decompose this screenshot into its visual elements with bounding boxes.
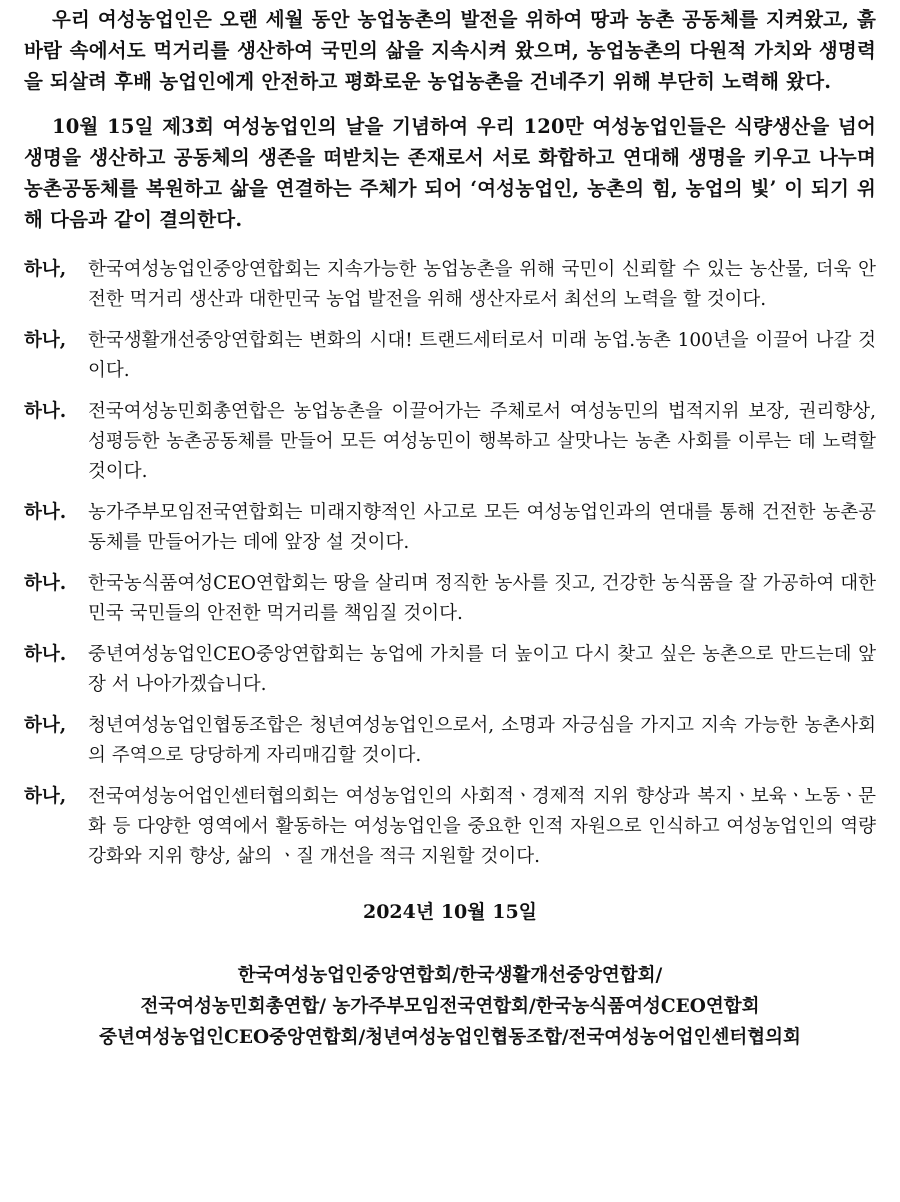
- resolution-prefix: 하나.: [24, 644, 67, 665]
- organization-line: 전국여성농민회총연합/ 농가주부모임전국연합회/한국농식품여성CEO연합회: [140, 996, 760, 1017]
- resolution-text: 청년여성농업인협동조합은 청년여성농업인으로서, 소명과 자긍심을 가지고 지속 가능한 농촌사회의 주역으로 당당하게 자리매김할 것이다.: [88, 715, 876, 766]
- intro-paragraph-1: 우리 여성농업인은 오랜 세월 동안 농업농촌의 발전을 위하여 땅과 농촌 공동체를 지켜왔고, 흙바람 속에서도 먹거리를 생산하여 국민의 삶을 지속시켜 왔으며, 농업농촌의 다원적 가치와 생명력을 되살려 후배 농업인에게 안전하고 평화로운 농업농촌을 건네주기 위해 부단히 노력해 왔다.: [24, 8, 876, 93]
- resolution-item: [24, 326, 876, 386]
- resolution-text: 한국여성농업인중앙연합회는 지속가능한 농업농촌을 위해 국민이 신뢰할 수 있는 농산물, 더욱 안전한 먹거리 생산과 대한민국 농업 발전을 위해 생산자로서 최선의 노력을 할 것이다.: [88, 259, 876, 310]
- resolution-prefix: 하나,: [24, 259, 67, 280]
- resolution-text: 한국생활개선중앙연합회는 변화의 시대! 트랜드세터로서 미래 농업.농촌 100년을 이끌어 나갈 것이다.: [88, 330, 876, 381]
- organization-line: 한국여성농업인중앙연합회/한국생활개선중앙연합회/: [237, 965, 663, 986]
- resolution-item: [24, 397, 876, 487]
- resolution-prefix: 하나,: [24, 330, 67, 351]
- resolution-item: [24, 569, 876, 629]
- resolution-item: [24, 640, 876, 700]
- resolution-text: 전국여성농어업인센터협의회는 여성농업인의 사회적ㆍ경제적 지위 향상과 복지ㆍ보육ㆍ노동ㆍ문화 등 다양한 영역에서 활동하는 여성농업인을 중요한 인적 자원으로 인식하고 여성농업인의 역량 강화와 지위 향상, 삶의 ㆍ질 개선을 적극 지원할 것이다.: [88, 786, 876, 867]
- resolution-text: 전국여성농민회총연합은 농업농촌을 이끌어가는 주체로서 여성농민의 법적지위 보장, 권리향상, 성평등한 농촌공동체를 만들어 모든 여성농민이 행복하고 살맛나는 농촌 사회를 이루는 데 노력할 것이다.: [88, 401, 876, 482]
- resolution-item: [24, 255, 876, 315]
- organization-signatories: [24, 960, 876, 1053]
- organization-line: 중년여성농업인CEO중앙연합회/청년여성농업인협동조합/전국여성농어업인센터협의회: [99, 1027, 801, 1048]
- resolution-list: [24, 255, 876, 872]
- resolution-prefix: 하나,: [24, 715, 67, 736]
- resolution-prefix: 하나.: [24, 401, 67, 422]
- declaration-date: 2024년 10월 15일: [362, 901, 538, 923]
- resolution-text: 한국농식품여성CEO연합회는 땅을 살리며 정직한 농사를 짓고, 건강한 농식품을 잘 가공하여 대한민국 국민들의 안전한 먹거리를 책임질 것이다.: [88, 573, 876, 624]
- resolution-prefix: 하나.: [24, 573, 67, 594]
- resolution-text: 농가주부모임전국연합회는 미래지향적인 사고로 모든 여성농업인과의 연대를 통해 건전한 농촌공동체를 만들어가는 데에 앞장 설 것이다.: [88, 502, 876, 553]
- resolution-item: [24, 498, 876, 558]
- resolution-prefix: 하나.: [24, 502, 67, 523]
- resolution-text: 중년여성농업인CEO중앙연합회는 농업에 가치를 더 높이고 다시 찾고 싶은 농촌으로 만드는데 앞장 서 나아가겠습니다.: [88, 644, 876, 695]
- resolution-item: [24, 782, 876, 872]
- intro-paragraph-2: 10월 15일 제3회 여성농업인의 날을 기념하여 우리 120만 여성농업인들은 식량생산을 넘어 생명을 생산하고 공동체의 생존을 떠받치는 존재로서 서로 화합하고 연대해 생명을 키우고 나누며 농촌공동체를 복원하고 삶을 연결하는 주체가 되어 ‘여성농업인, 농촌의 힘, 농업의 빛’ 이 되기 위해 다음과 같이 결의한다.: [24, 115, 876, 231]
- resolution-prefix: 하나,: [24, 786, 67, 807]
- resolution-item: [24, 711, 876, 771]
- declaration-document: [24, 4, 876, 1053]
